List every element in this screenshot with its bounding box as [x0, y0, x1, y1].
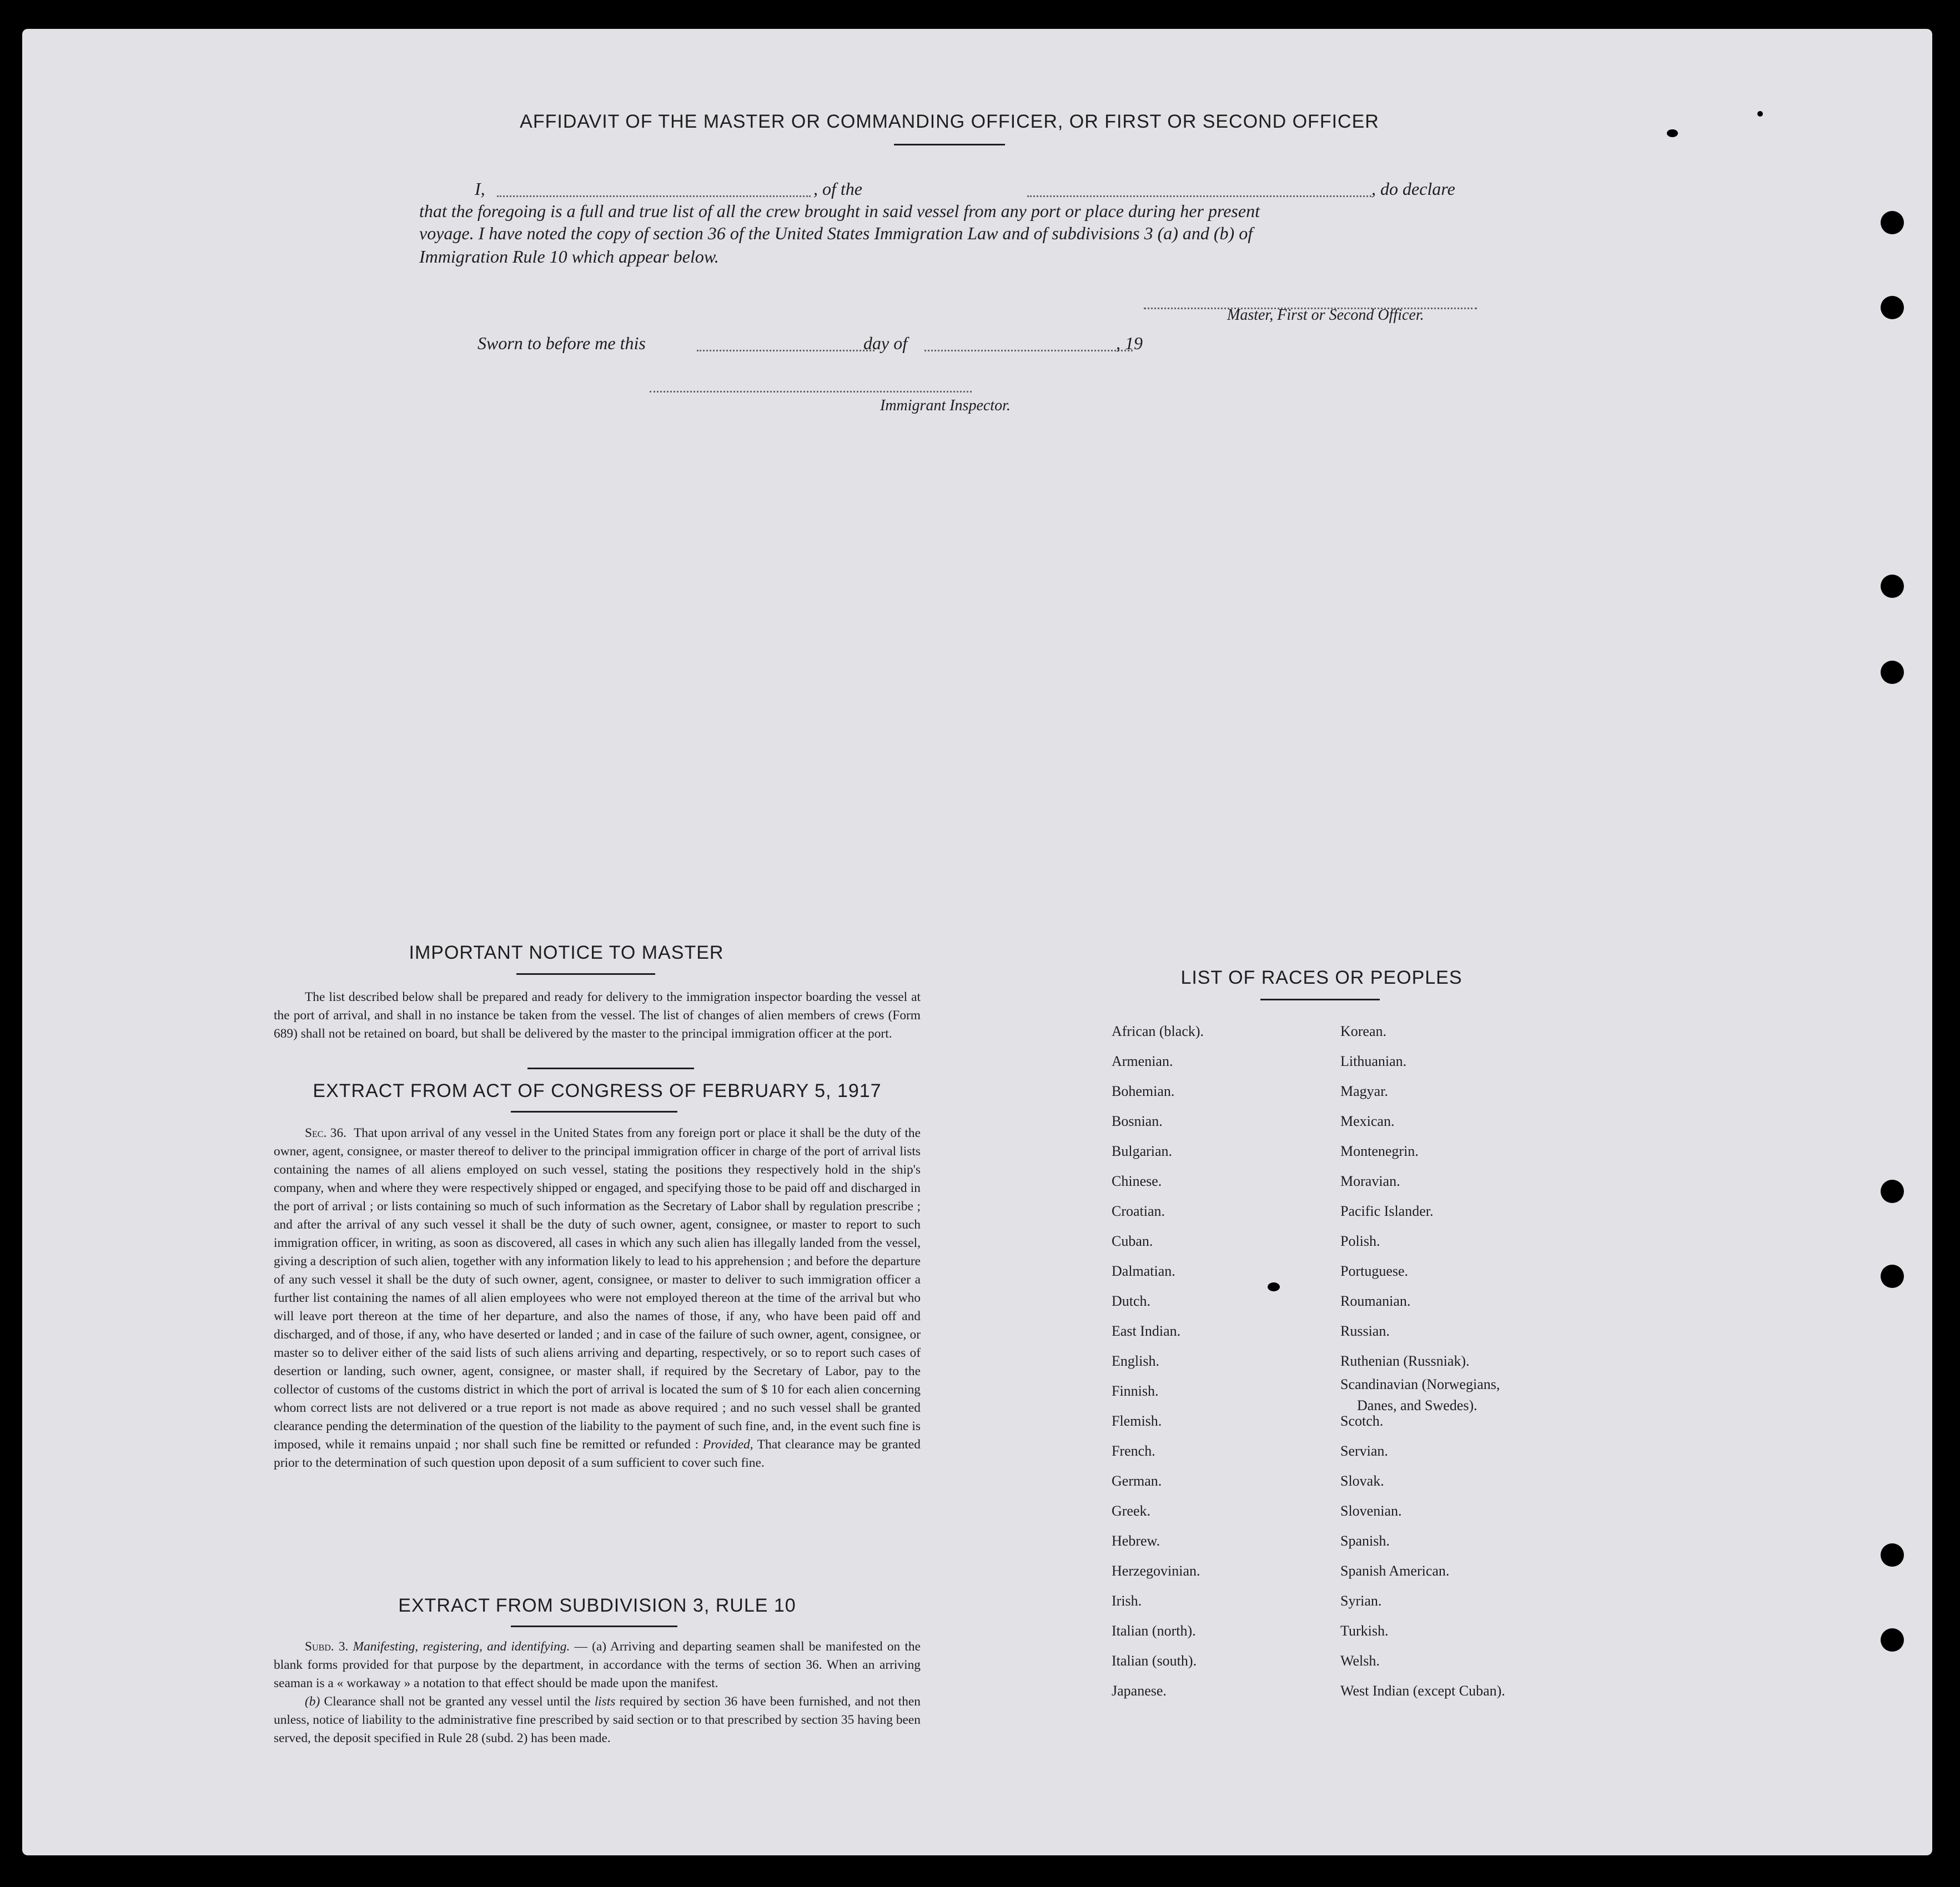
- notice-paragraph: The list described below shall be prepared and ready for delivery to the immigration inspector boarding the vessel at the port of arrival, and shall in no instance be taken from the vessel. The list of changes of alien members of crews (Form 689) shall not be retained on board, but shall be delivered by the master to the principal immigration officer at the port.: [274, 990, 921, 1041]
- race-item: West Indian (except Cuban).: [1340, 1683, 1505, 1699]
- rule-b-lists: lists: [594, 1694, 616, 1709]
- race-item: Bosnian.: [1112, 1113, 1163, 1129]
- rule-subd-label: Subd. 3.: [305, 1639, 349, 1654]
- race-item: Pacific Islander.: [1340, 1203, 1434, 1219]
- race-item: Mexican.: [1340, 1113, 1395, 1129]
- binder-hole: [1881, 575, 1904, 598]
- rule-text: [274, 1638, 921, 1748]
- race-item: Japanese.: [1112, 1683, 1167, 1699]
- race-item: Bulgarian.: [1112, 1143, 1173, 1159]
- rule-b-label: (b): [305, 1694, 320, 1709]
- form-page: [22, 29, 1932, 1855]
- binder-hole: [1881, 1180, 1904, 1203]
- race-item: Moravian.: [1340, 1173, 1400, 1189]
- act-body-end: That clearance may be granted prior to the determination of such question upon deposit of a sum sufficient to cover such fine.: [274, 1437, 921, 1470]
- race-item: Roumanian.: [1340, 1293, 1411, 1309]
- race-item: Polish.: [1340, 1233, 1380, 1249]
- rule-paragraph-a: [274, 1638, 921, 1693]
- rule-b-text-2: required by section 36 have been furnished, and not then unless, notice of liability to the administrative fine prescribed by said section or to that prescribed by section 35 having been served, the deposit specified in Rule 28 (subd. 2) has been made.: [274, 1694, 921, 1745]
- sworn-month-field[interactable]: [924, 336, 1133, 351]
- races-left-column: [1112, 1023, 1306, 1706]
- rule-a-text: — (a) Arriving and departing seamen shall be manifested on the blank forms provided for that purpose by the department, in accordance with the terms of section 36. When an arriving seaman is a « workaway » a notation to that effect should be made upon the manifest.: [274, 1639, 921, 1690]
- notice-title: IMPORTANT NOTICE TO MASTER: [409, 942, 724, 963]
- binder-hole: [1881, 296, 1904, 319]
- binder-hole: [1881, 1265, 1904, 1288]
- race-item: Scotch.: [1340, 1413, 1384, 1429]
- race-item: Dutch.: [1112, 1293, 1151, 1309]
- act-section-label: Sec. 36.: [305, 1126, 347, 1140]
- sworn-text: Sworn to before me this: [478, 333, 646, 353]
- binder-hole: [1881, 1628, 1904, 1652]
- race-item: Magyar.: [1340, 1083, 1388, 1099]
- rule-subd-heading: Manifesting, registering, and identifying.: [353, 1639, 570, 1654]
- ink-speck: [1667, 129, 1678, 137]
- rule-b-text-1: Clearance shall not be granted any vessel until the: [324, 1694, 591, 1709]
- race-item: French.: [1112, 1443, 1155, 1459]
- race-item: Turkish.: [1340, 1623, 1389, 1639]
- race-item: Servian.: [1340, 1443, 1388, 1459]
- race-item: Portuguese.: [1340, 1263, 1409, 1279]
- race-item: Chinese.: [1112, 1173, 1162, 1189]
- binder-hole: [1881, 1543, 1904, 1567]
- race-item: Croatian.: [1112, 1203, 1165, 1219]
- race-item: Scandinavian (Norwegians,: [1340, 1376, 1500, 1392]
- vessel-field[interactable]: [1027, 182, 1371, 197]
- year-text: , 19: [1116, 333, 1143, 353]
- race-item: Flemish.: [1112, 1413, 1162, 1429]
- race-item: Cuban.: [1112, 1233, 1153, 1249]
- binder-hole: [1881, 661, 1904, 684]
- race-item: Montenegrin.: [1340, 1143, 1419, 1159]
- race-item: Spanish.: [1340, 1533, 1390, 1549]
- affidavit-line-4: Immigration Rule 10 which appear below.: [419, 246, 719, 266]
- race-item: Bohemian.: [1112, 1083, 1175, 1099]
- race-item: Korean.: [1340, 1023, 1387, 1039]
- race-item: English.: [1112, 1353, 1159, 1369]
- races-title: LIST OF RACES OR PEOPLES: [1180, 967, 1463, 988]
- race-item: Danes, and Swedes).: [1357, 1397, 1477, 1413]
- day-of-text: day of: [863, 333, 908, 353]
- race-item: Armenian.: [1112, 1053, 1173, 1069]
- race-item: Russian.: [1340, 1323, 1390, 1339]
- act-body: That upon arrival of any vessel in the United States from any foreign port or place it shall be the duty of the owner, agent, consignee, or master thereof to deliver to the principal immigration officer in charge of the port of arrival lists containing the names of all aliens employed on such vessel, stating the positions they respectively hold in the ship's company, when and where they were respectively shipped or engaged, and specifying those to be paid off and discharged in the port of arrival ; or lists containing so much of such information as the Secretary of Labor shall by regulation prescribe ; and after the arrival of any such vessel it shall be the duty of such owner, agent, consignee, or master to report to such immigration officer, in writing, as soon as discovered, all cases in which any such alien has illegally landed from the vessel, giving a description of such alien, together with any information likely to lead to his apprehension ; and before the departure of any such vessel it shall be the duty of such owner, agent, consignee, or master to deliver to such immigration officer a further list containing the names of all alien employees who were not employed thereon at the time of the arrival but who will leave port thereon at the time of her departure, and also the names of those, if any, who have been paid off and discharged, and of those, if any, who have deserted or landed ; and in case of the failure of such owner, agent, consignee, or master so to deliver either of the said lists of such aliens arriving and departing, respectively, or so to report such cases of desertion or landing, such owner, agent, consignee, or master shall, if required by the Secretary of Labor, pay to the collector of customs of the customs district in which the port of arrival is located the sum of $ 10 for each alien concerning whom correct lists are not delivered or a true report is not made as above required ; and no such vessel shall be granted clearance pending the determination of the question of the liability to the payment of such fine, and, in the event such fine is imposed, while it remains unpaid ; nor shall such fine be remitted or refunded :: [274, 1126, 921, 1452]
- affidavit-do-declare: , do declare: [1371, 179, 1455, 199]
- races-right-column: [1340, 1023, 1574, 1706]
- rule-title: EXTRACT FROM SUBDIVISION 3, RULE 10: [398, 1595, 796, 1616]
- race-item: Finnish.: [1112, 1383, 1159, 1399]
- affidavit-line-3: voyage. I have noted the copy of section 36 of the United States Immigration Law and of subdivisions 3 (a) and (b) of: [419, 223, 1253, 243]
- race-item: Herzegovinian.: [1112, 1563, 1200, 1579]
- affidavit-i: I,: [475, 179, 485, 199]
- race-item: Ruthenian (Russniak).: [1340, 1353, 1470, 1369]
- race-item: Dalmatian.: [1112, 1263, 1175, 1279]
- races-title-underline: [1260, 999, 1380, 1000]
- race-item: Syrian.: [1340, 1593, 1382, 1609]
- ink-speck: [1757, 111, 1763, 117]
- act-title-underline: [511, 1111, 677, 1113]
- sworn-day-field[interactable]: [697, 336, 875, 351]
- rule-paragraph-b: [274, 1693, 921, 1748]
- notice-title-underline: [516, 973, 655, 975]
- race-item: German.: [1112, 1473, 1162, 1489]
- act-title: EXTRACT FROM ACT OF CONGRESS OF FEBRUARY 5, 1917: [313, 1080, 882, 1101]
- act-text: [274, 1124, 921, 1472]
- race-item: Greek.: [1112, 1503, 1151, 1519]
- race-item: Italian (south).: [1112, 1653, 1197, 1669]
- race-item: Lithuanian.: [1340, 1053, 1407, 1069]
- race-item: Spanish American.: [1340, 1563, 1450, 1579]
- master-caption: Master, First or Second Officer.: [1227, 306, 1424, 324]
- act-provided: Provided,: [702, 1437, 753, 1452]
- affidavit-of-the: , of the: [813, 179, 862, 199]
- inspector-signature-field[interactable]: [650, 378, 972, 393]
- race-item: Italian (north).: [1112, 1623, 1196, 1639]
- race-item: Slovak.: [1340, 1473, 1384, 1489]
- affidavit-title: AFFIDAVIT OF THE MASTER OR COMMANDING OFFICER, OR FIRST OR SECOND OFFICER: [520, 111, 1379, 132]
- affidavit-title-underline: [894, 144, 1005, 145]
- notice-text: [274, 988, 921, 1043]
- rule-title-underline: [511, 1626, 677, 1627]
- race-item: Welsh.: [1340, 1653, 1380, 1669]
- race-item: Hebrew.: [1112, 1533, 1160, 1549]
- race-item: East Indian.: [1112, 1323, 1181, 1339]
- binder-hole: [1881, 211, 1904, 234]
- race-item: Irish.: [1112, 1593, 1142, 1609]
- race-item: African (black).: [1112, 1023, 1204, 1039]
- race-item: Slovenian.: [1340, 1503, 1402, 1519]
- notice-divider: [527, 1068, 694, 1069]
- affidavit-line-2: that the foregoing is a full and true list of all the crew brought in said vessel from any port or place during her present: [419, 201, 1260, 221]
- inspector-caption: Immigrant Inspector.: [880, 397, 1011, 414]
- act-paragraph: [274, 1124, 921, 1472]
- name-field[interactable]: [497, 182, 811, 197]
